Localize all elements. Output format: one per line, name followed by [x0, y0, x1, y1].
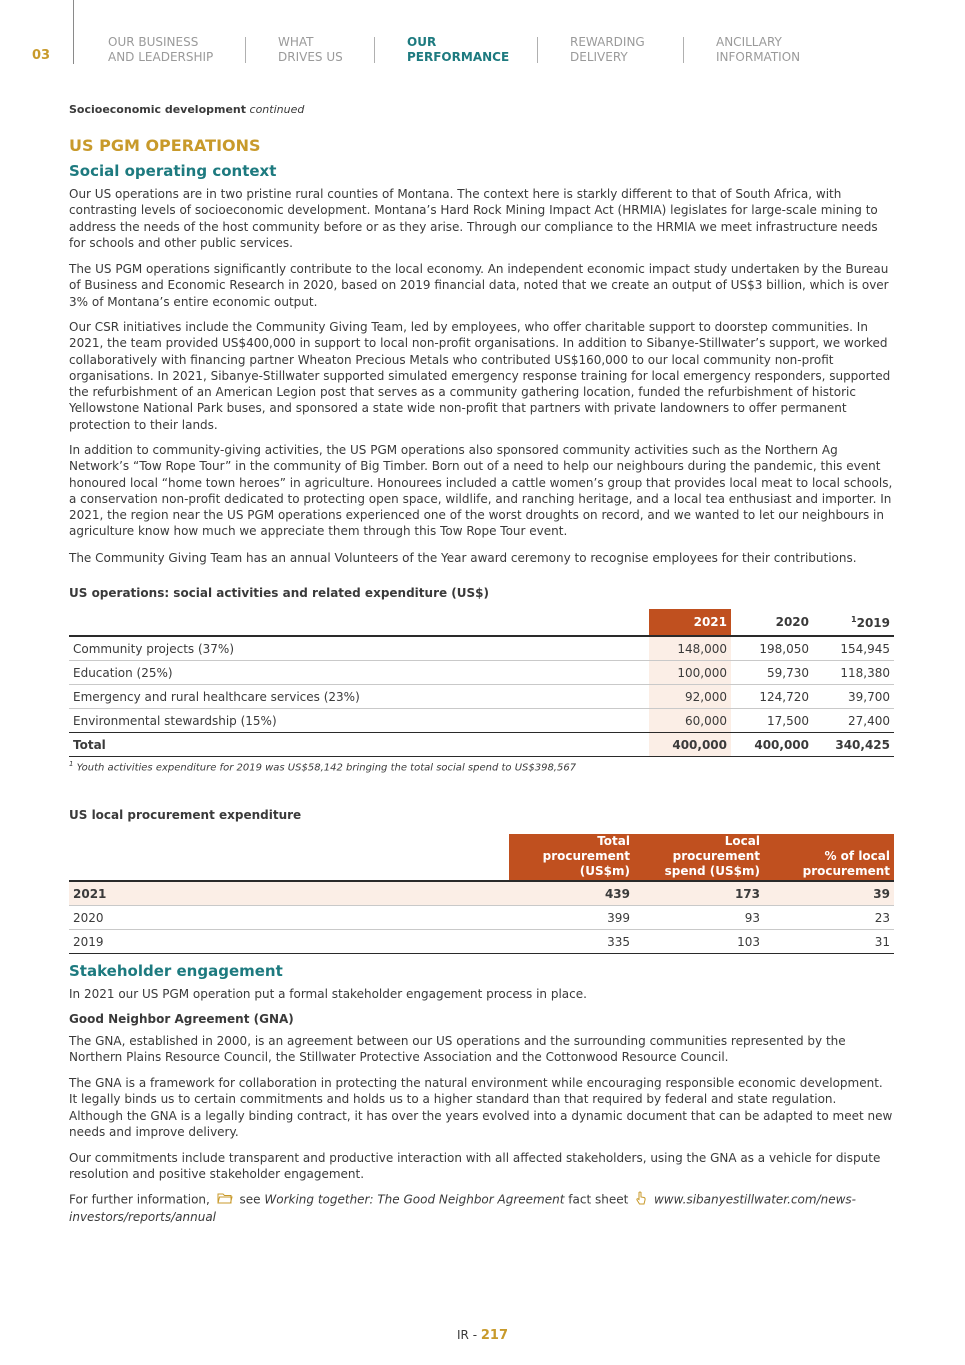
paragraph: The US PGM operations significantly contribute to the local economy. An independent economic impact study undertaken by the Bureau of Business and Economic Research in 2020, based on 2019 financial data, noted that we create an output of US$3 billion, which is over 3% of Montana’s entire economic output.	[69, 262, 889, 309]
header-blank	[69, 834, 509, 881]
nav-label-line2: INFORMATION	[716, 50, 801, 64]
further-information	[69, 1191, 894, 1226]
nav-rewarding-delivery[interactable]	[570, 35, 645, 65]
table-row	[69, 930, 894, 954]
row-label: Community projects (37%)	[69, 636, 649, 661]
social-expenditure-table	[69, 609, 894, 757]
footnote-marker: 1	[69, 760, 74, 768]
nav-ancillary-information[interactable]	[716, 35, 800, 65]
total-label: Total	[69, 733, 649, 757]
table-footnote	[69, 760, 576, 773]
folder-icon[interactable]	[217, 1192, 233, 1208]
cell-pct: 39	[764, 881, 894, 906]
cursor-click-icon[interactable]	[635, 1191, 647, 1209]
table-row	[69, 881, 894, 906]
paragraph: In 2021 our US PGM operation put a formal stakeholder engagement process in place.	[69, 987, 587, 1001]
nav-label-line2: DELIVERY	[570, 50, 628, 64]
row-year: 2021	[69, 881, 509, 906]
paragraph: In addition to community-giving activities, the US PGM operations also sponsored community activities such as the Northern Ag Network’s “Tow Rope Tour” in the community of Big Timber. Born out of a need to help our neighbours during the pandemic, this event honoured local “home town heroes” in agriculture. Honourees included a cattle women’s group that provides local meat to local schools, a conservation non-profit dedicated to protecting open space, wildlife, and ranching heritage, and a local tea enthusiast and importer. In 2021, the region near the US PGM operations experienced one of the worst droughts on record, and we wanted to let our neighbours in agriculture know how much we appreciate them through this Tow Rope Tour event.	[69, 443, 893, 539]
paragraph: Our commitments include transparent and productive interaction with all affected stakeholders, using the GNA as a vehicle for dispute resolution and positive stakeholder engagement.	[69, 1151, 881, 1182]
cell-pct: 31	[764, 930, 894, 954]
table-header-row	[69, 834, 894, 881]
kicker-continued: continued	[249, 103, 305, 116]
paragraph: Our CSR initiatives include the Community Giving Team, led by employees, who offer charitable support to doorstep communities. In 2021, the team provided US$400,000 in support to local non-profit organisations. In addition to Sibanye-Stillwater’s support, we worked collaboratively with financing partner Wheaton Precious Metals who contributed US$160,000 to our local community non-profit organisations. In 2021, Sibanye-Stillwater supported simulated emergency response training for local emergency responders, supported the refurbishment of an American Legion post that serves as a community gathering location, funded the refurbishment of historic Yellowstone National Park buses, and sponsored a state wide non-profit that partners with private landowners to offer permanent protection to their lands.	[69, 320, 891, 432]
nav-separator	[537, 37, 538, 63]
footnote-text: Youth activities expenditure for 2019 was US$58,142 bringing the total social spend to US$398,567	[76, 762, 577, 774]
footnote-marker: 1	[851, 614, 857, 624]
table-title-social-expenditure: US operations: social activities and related expenditure (US$)	[69, 586, 490, 600]
page-prefix: IR -	[457, 1328, 478, 1342]
col-header-2020: 2020	[731, 609, 813, 636]
local-procurement-table	[69, 834, 894, 954]
table-row	[69, 906, 894, 930]
col-header-local-procurement	[634, 834, 764, 881]
header-line2: spend (US$m)	[664, 864, 760, 878]
nav-label-line2: DRIVES US	[278, 50, 343, 64]
table-title-local-procurement: US local procurement expenditure	[69, 808, 302, 822]
total-2019: 340,425	[813, 733, 894, 757]
nav-label-line2: PERFORMANCE	[407, 50, 510, 64]
nav-label-line1: OUR BUSINESS	[108, 35, 199, 49]
further-info-prefix: For further information,	[69, 1192, 210, 1207]
page-number-value: 217	[480, 1328, 508, 1343]
col-header-pct-local	[764, 834, 894, 881]
cell-2020: 124,720	[731, 685, 813, 709]
header-blank	[69, 609, 649, 636]
table-row	[69, 709, 894, 733]
col-header-2019-label: 2019	[856, 615, 890, 630]
header-line2: procurement	[802, 864, 890, 878]
table-row	[69, 661, 894, 685]
chapter-number: 03	[32, 48, 51, 63]
cell-total: 399	[509, 906, 634, 930]
nav-label-line1: OUR	[407, 35, 437, 49]
cell-local: 93	[634, 906, 764, 930]
col-header-2019	[813, 609, 894, 636]
header-divider-line	[73, 0, 74, 64]
cell-2020: 59,730	[731, 661, 813, 685]
cell-local: 103	[634, 930, 764, 954]
fact-sheet-link[interactable]: Working together: The Good Neighbor Agreement	[264, 1192, 565, 1207]
cell-2021: 148,000	[649, 636, 731, 661]
see-label: see	[239, 1192, 261, 1207]
header-line1: % of local	[824, 849, 890, 863]
page-number	[0, 1328, 965, 1343]
paragraph: The GNA, established in 2000, is an agreement between our US operations and the surrounding communities represented by the Northern Plains Resource Council, the Stillwater Protective Association and the Cottonwood Resource Council.	[69, 1034, 846, 1065]
col-header-total-procurement	[509, 834, 634, 881]
nav-our-business[interactable]	[108, 35, 213, 65]
nav-what-drives-us[interactable]	[278, 35, 343, 65]
subheading-gna: Good Neighbor Agreement (GNA)	[69, 1012, 294, 1026]
table-header-row	[69, 609, 894, 636]
cell-2019: 27,400	[848, 713, 890, 728]
nav-label-line1: ANCILLARY	[716, 35, 782, 49]
cell-total: 439	[509, 881, 634, 906]
row-label: Emergency and rural healthcare services (23%)	[69, 685, 649, 709]
cell-pct: 23	[764, 906, 894, 930]
cell-2021: 60,000	[649, 709, 731, 733]
cell-2020: 17,500	[767, 713, 809, 728]
header-line1: Local procurement	[672, 834, 760, 863]
nav-label-line1: WHAT	[278, 35, 314, 49]
nav-our-performance[interactable]	[407, 35, 509, 65]
nav-separator	[245, 37, 246, 63]
table-row	[69, 636, 894, 661]
cell-local: 173	[634, 881, 764, 906]
heading-social-context: Social operating context	[69, 162, 277, 180]
cell-2020: 198,050	[731, 636, 813, 661]
kicker-title: Socioeconomic development	[69, 103, 247, 116]
nav-label-line2: AND LEADERSHIP	[108, 50, 214, 64]
cell-2021: 92,000	[649, 685, 731, 709]
col-header-2021: 2021	[649, 609, 731, 636]
cell-total: 335	[509, 930, 634, 954]
row-year: 2020	[69, 906, 509, 930]
cell-2019: 118,380	[813, 661, 894, 685]
heading-stakeholder-engagement: Stakeholder engagement	[69, 962, 283, 980]
header-line1: Total procurement	[542, 834, 630, 863]
row-year: 2019	[69, 930, 509, 954]
website-link[interactable]: www.sibanyestillwater.com/news-investors/reports/annual	[69, 1192, 857, 1225]
nav-separator	[374, 37, 375, 63]
total-2021: 400,000	[649, 733, 731, 757]
row-label: Education (25%)	[69, 661, 649, 685]
table-total-row	[69, 733, 894, 757]
cell-2021: 100,000	[649, 661, 731, 685]
row-label: Environmental stewardship (15%)	[73, 713, 277, 728]
nav-separator	[683, 37, 684, 63]
section-title: US PGM OPERATIONS	[69, 136, 261, 155]
cell-2019: 39,700	[813, 685, 894, 709]
total-2020: 400,000	[731, 733, 813, 757]
table-row	[69, 685, 894, 709]
paragraph: The GNA is a framework for collaboration in protecting the natural environment while encouraging responsible economic development. It legally binds us to certain commitments and holds us to a higher standard than that required by federal and state regulation. Although the GNA is a legally binding contract, it has over the years evolved into a dynamic document that can be adapted to meet new needs and improve delivery.	[69, 1076, 893, 1139]
fact-sheet-suffix: fact sheet	[568, 1192, 629, 1207]
header-line2: (US$m)	[579, 864, 630, 878]
section-kicker	[69, 103, 304, 116]
paragraph: The Community Giving Team has an annual Volunteers of the Year award ceremony to recognise employees for their contributions.	[69, 551, 857, 565]
nav-label-line1: REWARDING	[570, 35, 645, 49]
paragraph: Our US operations are in two pristine rural counties of Montana. The context here is starkly different to that of South Africa, with contrasting levels of socioeconomic development. Montana’s Hard Rock Mining Impact Act (HRMIA) legislates for large-scale mining to address the needs of the host community before or as they arise. Through our compliance to the HRMIA we meet infrastructure needs for schools and other public services.	[69, 187, 878, 250]
cell-2019: 154,945	[813, 636, 894, 661]
